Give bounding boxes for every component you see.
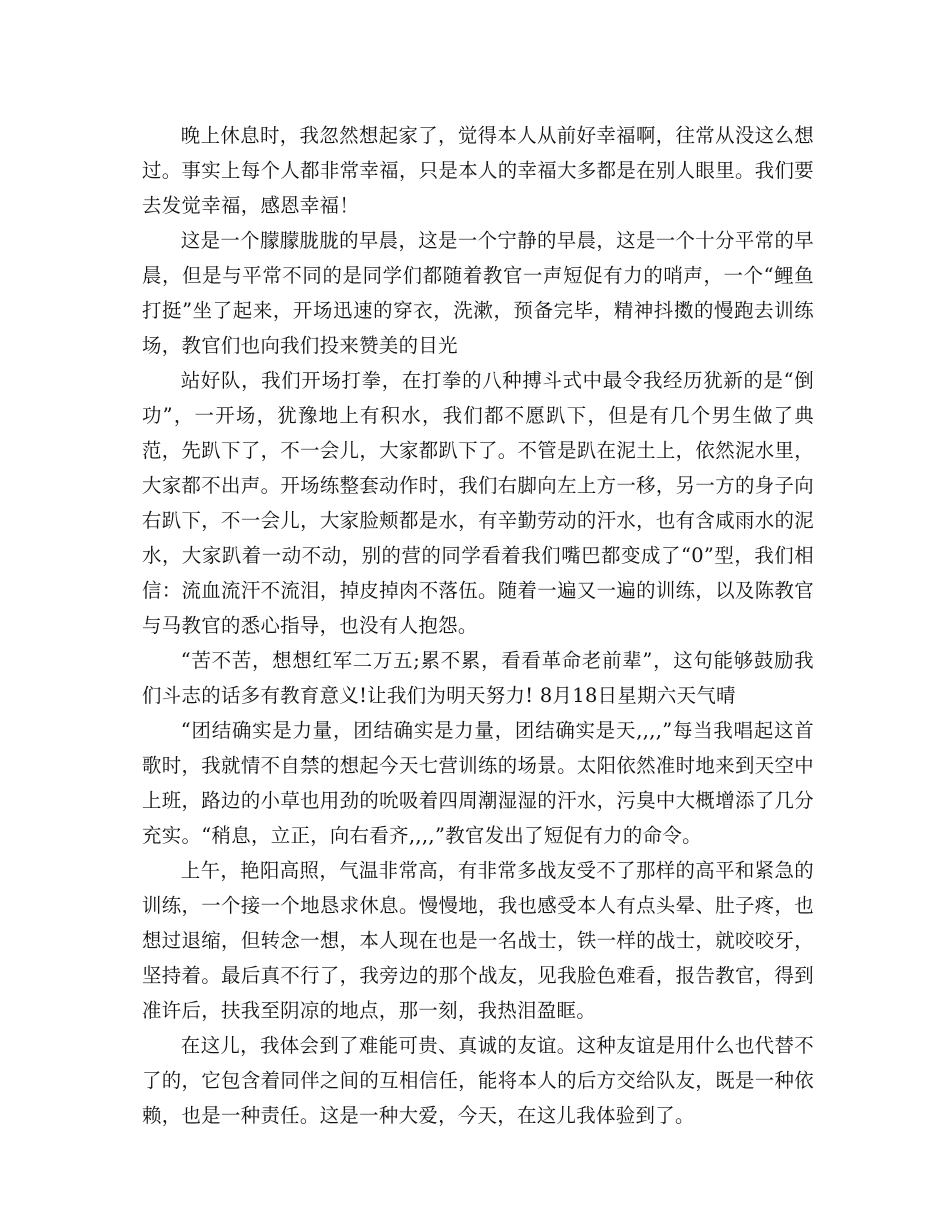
paragraph-6: 上午，艳阳高照，气温非常高，有非常多战友受不了那样的高平和紧急的训练，一个接一个地恳求休息。慢慢地，我也感受本人有点头晕、肚子疼，也想过退缩，但转念一想，本人现在也是一名战士，铁一样的战士，就咬咬牙，坚持着。最后真不行了，我旁边的那个战友，见我脸色难看，报告教官，得到准许后，扶我至阴凉的地点，那一刻，我热泪盈眶。 — [142, 859, 814, 1022]
paragraph-4: “苦不苦，想想红军二万五;累不累，看看革命老前辈”，这句能够鼓励我们斗志的话多有教育意义!让我们为明天努力! 8月18日星期六天气晴 — [142, 649, 814, 707]
paragraph-7: 在这儿，我体会到了难能可贵、真诚的友谊。这种友谊是用什么也代替不了的，它包含着同伴之间的互相信任，能将本人的后方交给队友，既是一种依赖，也是一种责任。这是一种大爱，今天，在这儿我体验到了。 — [142, 1034, 814, 1127]
paragraph-2: 这是一个朦朦胧胧的早晨，这是一个宁静的早晨，这是一个十分平常的早晨，但是与平常不同的是同学们都随着教官一声短促有力的哨声，一个“鲤鱼打挺”坐了起来，开场迅速的穿衣，洗漱，预备完毕，精神抖擞的慢跑去训练场，教官们也向我们投来赞美的目光 — [142, 229, 814, 357]
paragraph-3: 站好队，我们开场打拳，在打拳的八种搏斗式中最令我经历犹新的是“倒功”，一开场，犹豫地上有积水，我们都不愿趴下，但是有几个男生做了典范，先趴下了，不一会儿，大家都趴下了。不管是趴在泥土上，依然泥水里，大家都不出声。开场练整套动作时，我们右脚向左上方一移，另一方的身子向右趴下，不一会儿，大家脸颊都是水，有辛勤劳动的汗水，也有含咸雨水的泥水，大家趴着一动不动，别的营的同学看着我们嘴巴都变成了“0”型，我们相信：流血流汗不流泪，掉皮掉肉不落伍。随着一遍又一遍的训练，以及陈教官与马教官的悉心指导，也没有人抱怨。 — [142, 369, 814, 637]
paragraph-5: “团结确实是力量，团结确实是力量，团结确实是天,,,,”每当我唱起这首歌时，我就情不自禁的想起今天七营训练的场景。太阳依然准时地来到天空中上班，路边的小草也用劲的吮吸着四周潮湿湿的汗水，污臭中大概增添了几分充实。“稍息，立正，向右看齐,,,,”教官发出了短促有力的命令。 — [142, 719, 814, 847]
document-body — [142, 118, 814, 1133]
paragraph-1: 晚上休息时，我忽然想起家了，觉得本人从前好幸福啊，往常从没这么想过。事实上每个人都非常幸福，只是本人的幸福大多都是在别人眼里。我们要去发觉幸福，感恩幸福！ — [142, 124, 814, 217]
